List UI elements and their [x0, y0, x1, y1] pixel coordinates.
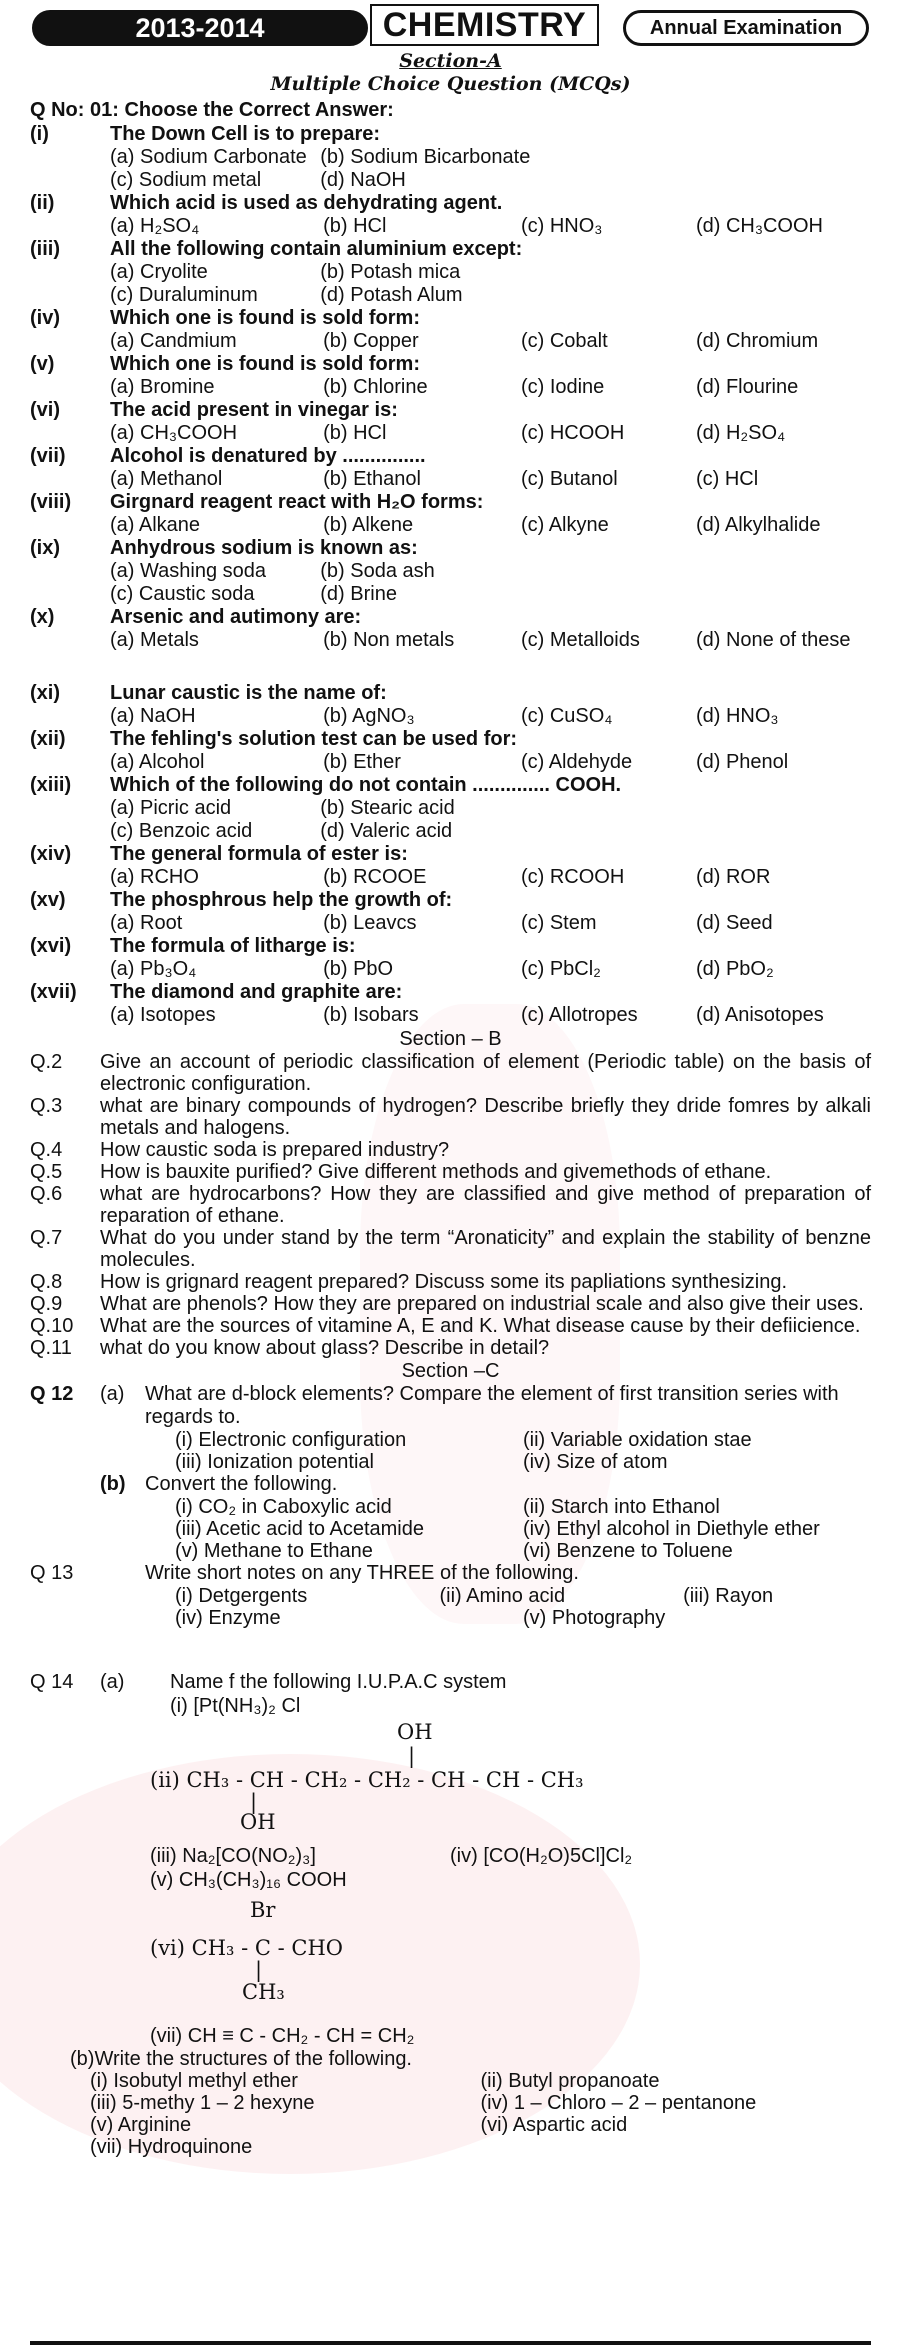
footer-rule: [30, 2341, 871, 2345]
iupac-row: [150, 1844, 871, 1868]
structural-formula: (ii) CH₃ - CH - CH₂ - CH₂ - CH - CH - CH₃: [150, 1768, 584, 1792]
answer-options: [30, 376, 871, 399]
mcq-question: [30, 935, 871, 981]
answer-option: (b) Alkene: [323, 514, 414, 536]
question-text: All the following contain aluminium except:: [110, 238, 523, 260]
mcq-question: [30, 123, 871, 192]
iupac-item-i: (i) [Pt(NH₃)₂ Cl: [170, 1695, 301, 1717]
answer-option: (a) H₂SO₄: [110, 215, 200, 237]
list-item: (iii) 5-methy 1 – 2 hexyne: [90, 2092, 315, 2114]
answer-options: [30, 261, 531, 307]
mcq-list: [30, 123, 871, 1027]
question-number: (x): [30, 606, 55, 628]
long-question: [30, 1293, 871, 1315]
answer-option: (a) Pb₃O₄: [110, 958, 197, 980]
answer-option: (a) Washing soda: [110, 560, 266, 582]
question-text: The phosphrous help the growth of:: [110, 889, 453, 911]
structural-formula: (vi) CH₃ - C - CHO: [150, 1936, 343, 1960]
question-text: Which one is found is sold form:: [110, 307, 420, 329]
question-number: Q.10: [30, 1315, 74, 1337]
answer-option: (b) AgNO₃: [323, 705, 415, 727]
subject-title: CHEMISTRY: [370, 4, 599, 46]
section-a-subtitle: Multiple Choice Question (MCQs): [270, 73, 631, 95]
answer-options: [30, 514, 871, 537]
question-number: Q.5: [30, 1161, 63, 1183]
list-item: (ii) Starch into Ethanol: [523, 1496, 720, 1518]
question-number: (xvii): [30, 981, 77, 1003]
question-number: Q 14: [30, 1671, 74, 1693]
list-item: (ii) Amino acid: [439, 1585, 566, 1607]
answer-option: (c) CuSO₄: [520, 705, 613, 727]
list-item: (iv) Ethyl alcohol in Diethyle ether: [523, 1518, 820, 1540]
list-item: (v) Arginine: [90, 2114, 192, 2136]
answer-option: (d) Alkylhalide: [695, 514, 821, 536]
answer-option: (d) PbO₂: [695, 958, 774, 980]
answer-options: [30, 330, 871, 353]
answer-option: (b) Ethanol: [323, 468, 421, 490]
question-text: What are phenols? How they are prepared on industrial scale and also give their uses.: [100, 1293, 864, 1315]
q12-part-a: [30, 1383, 871, 1429]
question-text: The Down Cell is to prepare:: [110, 123, 381, 145]
oh-group: OH: [240, 1810, 276, 1834]
answer-option: (c) Stem: [520, 912, 597, 934]
question-text: Which acid is used as dehydrating agent.: [110, 192, 503, 214]
question-text: The diamond and graphite are:: [110, 981, 403, 1003]
answer-option: (d) NaOH: [320, 169, 406, 191]
long-question: [30, 1095, 871, 1139]
question-number: (iv): [30, 307, 60, 329]
question-text: How caustic soda is prepared industry?: [100, 1139, 450, 1161]
answer-option: (d) H₂SO₄: [695, 422, 786, 444]
mcq-question: [30, 307, 871, 353]
question-number: Q.7: [30, 1227, 63, 1249]
answer-option: (a) Isotopes: [110, 1004, 216, 1026]
q12-b-items: [30, 1496, 871, 1562]
list-item: (vii) Hydroquinone: [90, 2136, 253, 2158]
long-question: [30, 1139, 871, 1161]
iupac-item-iv: (iv) [CO(H₂O)5Cl]Cl₂: [450, 1845, 633, 1867]
list-item: (iii) Ionization potential: [175, 1451, 374, 1473]
question-number: (v): [30, 353, 55, 375]
answer-option: (c) Iodine: [520, 376, 605, 398]
mcq-question: [30, 774, 871, 843]
q12-a-items: [30, 1429, 871, 1473]
question-number: (iii): [30, 238, 60, 260]
question-number: (xiii): [30, 774, 72, 796]
question-text: Name f the following I.U.P.A.C system: [170, 1671, 507, 1693]
spacer: [30, 652, 871, 682]
answer-option: (b) Ether: [323, 751, 401, 773]
iupac-item-vi-structure: [150, 1892, 871, 2004]
mcq-question: [30, 192, 871, 238]
question-text: Girgnard reagent react with H₂O forms:: [110, 491, 484, 513]
answer-options: [30, 215, 871, 238]
question-text: (b)Write the structures of the following.: [70, 2048, 412, 2070]
question-text: Alcohol is denatured by ...............: [110, 445, 426, 467]
mcq-question: [30, 606, 871, 652]
answer-option: (c) Alkyne: [520, 514, 609, 536]
exam-paper: [0, 4, 901, 2158]
list-item: (v) Methane to Ethane: [175, 1540, 373, 1562]
mcq-question: [30, 889, 871, 935]
question-number: Q.11: [30, 1337, 72, 1359]
question-number: (xi): [30, 682, 60, 704]
answer-options: [30, 866, 871, 889]
year-badge: 2013-2014: [32, 10, 368, 46]
question-text: What are the sources of vitamine A, E and K. What disease cause by their defiicience.: [100, 1315, 861, 1337]
answer-option: (d) Valeric acid: [320, 820, 453, 842]
list-item: (vi) Aspartic acid: [480, 2114, 628, 2136]
list-item: (iii) Rayon: [683, 1585, 774, 1607]
answer-option: (c) Cobalt: [520, 330, 608, 352]
question-number: Q.6: [30, 1183, 63, 1205]
answer-option: (d) Anisotopes: [695, 1004, 824, 1026]
question-text: Lunar caustic is the name of:: [110, 682, 387, 704]
list-item: (v) Photography: [523, 1607, 666, 1629]
answer-option: (a) CH₃COOH: [110, 422, 238, 444]
question-text: Give an account of periodic classification of element (Periodic table) on the basis of electronic configuration.: [100, 1051, 871, 1095]
answer-option: (c) Metalloids: [520, 629, 640, 651]
answer-option: (a) Sodium Carbonate: [110, 146, 307, 168]
exam-badge: Annual Examination: [623, 10, 869, 46]
answer-option: (a) Picric acid: [110, 797, 232, 819]
mcq-question: [30, 981, 871, 1027]
list-item: (ii) Variable oxidation stae: [523, 1429, 752, 1451]
bond-line: |: [250, 1790, 258, 1814]
q14-b-items: [70, 2070, 871, 2158]
q13-items: [30, 1585, 871, 1629]
answer-options: [30, 705, 871, 728]
question-number: (xv): [30, 889, 66, 911]
question-text: what are hydrocarbons? How they are classified and give method of preparation of reparation of ethane.: [100, 1183, 871, 1227]
answer-option: (b) Non metals: [323, 629, 455, 651]
answer-option: (b) Sodium Bicarbonate: [320, 146, 531, 168]
q13: [30, 1562, 871, 1585]
q14-part-b: [30, 2048, 871, 2158]
paper-header: [30, 4, 871, 50]
mcq-question: [30, 537, 871, 606]
answer-options: [30, 468, 871, 491]
answer-option: (b) Potash mica: [320, 261, 461, 283]
answer-option: (a) NaOH: [110, 705, 196, 727]
answer-option: (d) ROR: [695, 866, 771, 888]
question-number: Q 13: [30, 1562, 74, 1584]
answer-option: (d) Potash Alum: [320, 284, 463, 306]
question-number: Q 12: [30, 1383, 74, 1405]
answer-option: (c) HCOOH: [520, 422, 625, 444]
answer-options: [30, 958, 871, 981]
answer-options: [30, 912, 871, 935]
answer-option: (a) Metals: [110, 629, 199, 651]
answer-option: (c) Butanol: [520, 468, 618, 490]
long-question: [30, 1183, 871, 1227]
answer-options: [30, 146, 531, 192]
answer-option: (d) HNO₃: [695, 705, 779, 727]
question-text: Anhydrous sodium is known as:: [110, 537, 418, 559]
question-number: (xvi): [30, 935, 72, 957]
answer-options: [30, 629, 871, 652]
section-c-title: Section –C: [401, 1360, 500, 1382]
answer-option: (b) PbO: [323, 958, 394, 980]
question-text: Which of the following do not contain .............. COOH.: [110, 774, 622, 796]
answer-options: [30, 797, 531, 843]
question-text: Arsenic and autimony are:: [110, 606, 362, 628]
answer-option: (d) CH₃COOH: [695, 215, 823, 237]
list-item: (i) CO₂ in Caboxylic acid: [175, 1496, 392, 1518]
question-number: (vi): [30, 399, 60, 421]
list-item: (i) Electronic configuration: [175, 1429, 407, 1451]
list-item: (vi) Benzene to Toluene: [523, 1540, 733, 1562]
part-label: (a): [100, 1671, 125, 1693]
question-number: Q.3: [30, 1095, 63, 1117]
answer-option: (c) Allotropes: [520, 1004, 638, 1026]
iupac-item-vii: (vii) CH ≡ C - CH₂ - CH = CH₂: [150, 2025, 415, 2047]
mcq-question: [30, 491, 871, 537]
list-item: (i) Isobutyl methyl ether: [90, 2070, 298, 2092]
answer-option: (c) Caustic soda: [110, 583, 255, 605]
question-text: How is grignard reagent prepared? Discuss some its papliations synthesizing.: [100, 1271, 788, 1293]
answer-option: (a) Candmium: [110, 330, 237, 352]
oh-group: OH: [397, 1720, 433, 1744]
mcq-question: [30, 445, 871, 491]
answer-option: (d) None of these: [695, 629, 851, 651]
question-number: (xii): [30, 728, 66, 750]
question-text: What do you under stand by the term “Aronaticity” and explain the stability of benzne molecules.: [100, 1227, 871, 1271]
question-text: The formula of litharge is:: [110, 935, 356, 957]
question-number: (ii): [30, 192, 55, 214]
answer-option: (c) RCOOH: [520, 866, 625, 888]
long-question: [30, 1227, 871, 1271]
answer-option: (c) Duraluminum: [110, 284, 258, 306]
iupac-item-iii: (iii) Na₂[CO(NO₂)₃]: [150, 1845, 316, 1867]
answer-option: (c) PbCl₂: [520, 958, 601, 980]
long-question: [30, 1051, 871, 1095]
answer-option: (a) Alkane: [110, 514, 201, 536]
question-number: (vii): [30, 445, 66, 467]
question-number: (i): [30, 123, 49, 145]
mcq-question: [30, 399, 871, 445]
answer-option: (b) Chlorine: [323, 376, 428, 398]
section-b-list: [30, 1051, 871, 1359]
long-question: [30, 1271, 871, 1293]
answer-option: (b) Soda ash: [320, 560, 435, 582]
mcq-question: [30, 353, 871, 399]
answer-option: (a) Bromine: [110, 376, 215, 398]
long-question: [30, 1337, 871, 1359]
bond-line: |: [255, 1958, 263, 1982]
answer-option: (d) Flourine: [695, 376, 799, 398]
iupac-list: [30, 1694, 871, 2048]
question-text: The acid present in vinegar is:: [110, 399, 398, 421]
question-number: (xiv): [30, 843, 72, 865]
question-text: Convert the following.: [145, 1473, 338, 1495]
answer-option: (b) HCl: [323, 422, 387, 444]
answer-option: (d) Phenol: [695, 751, 789, 773]
section-b-title: Section – B: [399, 1028, 502, 1050]
answer-option: (a) Alcohol: [110, 751, 205, 773]
part-label: (a): [100, 1383, 125, 1405]
question-number: Q.9: [30, 1293, 63, 1315]
ch3-group: CH₃: [242, 1980, 285, 2004]
list-item: (ii) Butyl propanoate: [480, 2070, 660, 2092]
answer-option: (b) Stearic acid: [320, 797, 455, 819]
list-item: (iv) Enzyme: [175, 1607, 281, 1629]
br-group: Br: [250, 1898, 276, 1922]
long-question: [30, 1161, 871, 1183]
answer-option: (c) HNO₃: [520, 215, 603, 237]
question-number: (viii): [30, 491, 72, 513]
mcq-question: [30, 728, 871, 774]
answer-option: (c) Aldehyde: [520, 751, 633, 773]
answer-option: (b) HCl: [323, 215, 387, 237]
long-question: [30, 1315, 871, 1337]
mcq-question: [30, 843, 871, 889]
iupac-item-v: (v) CH₃(CH₃)₁₆ COOH: [150, 1869, 347, 1891]
question-number: (ix): [30, 537, 60, 559]
mcq-question: [30, 238, 871, 307]
answer-option: (a) Root: [110, 912, 183, 934]
q12-part-b: [30, 1473, 871, 1496]
question-text: what do you know about glass? Describe in detail?: [100, 1337, 550, 1359]
list-item: (iii) Acetic acid to Acetamide: [175, 1518, 424, 1540]
question-text: The fehling's solution test can be used for:: [110, 728, 518, 750]
answer-option: (d) Chromium: [695, 330, 819, 352]
part-label: (b): [100, 1473, 126, 1495]
question-number: Q.8: [30, 1271, 63, 1293]
question-text: Write short notes on any THREE of the following.: [145, 1562, 579, 1584]
answer-option: (c) Benzoic acid: [110, 820, 253, 842]
answer-options: [30, 751, 871, 774]
question-text: Which one is found is sold form:: [110, 353, 420, 375]
question-text: What are d-block elements? Compare the element of first transition series with regards to.: [145, 1383, 839, 1428]
question-number: Q.2: [30, 1051, 63, 1073]
answer-option: (a) Methanol: [110, 468, 223, 490]
answer-option: (c) Sodium metal: [110, 169, 262, 191]
list-item: (iv) 1 – Chloro – 2 – pentanone: [480, 2092, 757, 2114]
section-a-title: Section-A: [399, 50, 502, 72]
answer-option: (a) Cryolite: [110, 261, 208, 283]
list-item: (i) Detgergents: [175, 1585, 308, 1607]
bond-line: |: [408, 1744, 416, 1768]
answer-option: (d) Brine: [320, 583, 397, 605]
answer-options: [30, 1004, 871, 1027]
answer-option: (a) RCHO: [110, 866, 199, 888]
answer-option: (b) RCOOE: [323, 866, 427, 888]
question-number: Q.4: [30, 1139, 63, 1161]
iupac-item-ii-structure: [150, 1718, 871, 1834]
answer-option: (c) HCl: [695, 468, 759, 490]
answer-options: [30, 422, 871, 445]
answer-option: (b) Copper: [323, 330, 419, 352]
answer-option: (d) Seed: [695, 912, 773, 934]
list-item: (iv) Size of atom: [523, 1451, 668, 1473]
mcq-question: [30, 682, 871, 728]
mcq-instruction: Q No: 01: Choose the Correct Answer:: [30, 99, 394, 121]
q14-part-a: [30, 1671, 871, 1694]
answer-options: [30, 560, 531, 606]
answer-option: (b) Leavcs: [323, 912, 417, 934]
question-text: The general formula of ester is:: [110, 843, 408, 865]
answer-option: (b) Isobars: [323, 1004, 419, 1026]
question-text: what are binary compounds of hydrogen? Describe briefly they dride fomres by alkali metals and halogens.: [100, 1095, 871, 1139]
question-text: How is bauxite purified? Give different methods and givemethods of ethane.: [100, 1161, 772, 1183]
